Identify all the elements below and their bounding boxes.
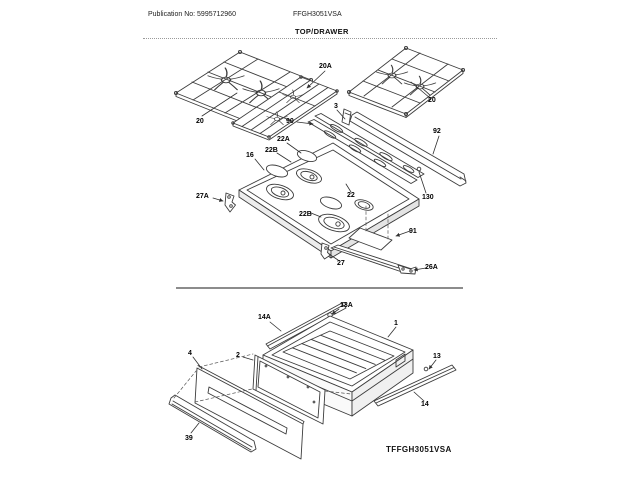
top-assembly <box>174 46 466 274</box>
part-label-20: 20 <box>196 118 204 125</box>
part-label-14a: 14A <box>258 314 271 321</box>
screw-130 <box>417 167 421 171</box>
part-label-22a: 22A <box>277 136 290 143</box>
part-label-22b: 22B <box>299 211 312 218</box>
bracket-27a <box>225 193 236 212</box>
part-label-4: 4 <box>188 350 192 357</box>
burner-grate-right <box>347 46 464 117</box>
part-label-39: 39 <box>185 435 193 442</box>
part-label-27a: 27A <box>196 193 209 200</box>
part-label-130: 130 <box>422 194 434 201</box>
part-label-2: 2 <box>236 352 240 359</box>
publication-number: Publication No: 5995712960 <box>148 11 236 18</box>
diagram-id: TFFGH3051VSA <box>386 445 452 454</box>
part-label-26a: 26A <box>425 264 438 271</box>
part-label-20a: 20A <box>319 63 332 70</box>
part-label-13a: 13A <box>340 302 353 309</box>
bracket-26a <box>398 265 416 274</box>
part-label-22: 22 <box>347 192 355 199</box>
part-label-13: 13 <box>433 353 441 360</box>
part-label-14: 14 <box>421 401 429 408</box>
part-label-27: 27 <box>337 260 345 267</box>
page-title: TOP/DRAWER <box>295 27 349 36</box>
part-label-16: 16 <box>246 152 254 159</box>
screw-13 <box>424 367 428 371</box>
part-label-92: 92 <box>433 128 441 135</box>
part-label-90: 90 <box>286 118 294 125</box>
support-brace <box>331 245 416 274</box>
drawer-assembly <box>169 303 456 460</box>
part-label-91: 91 <box>409 228 417 235</box>
part-label-3: 3 <box>334 103 338 110</box>
part-label-20: 20 <box>428 97 436 104</box>
model-number: FFGH3051VSA <box>293 11 342 18</box>
part-label-1: 1 <box>394 320 398 327</box>
part-label-22b: 22B <box>265 147 278 154</box>
